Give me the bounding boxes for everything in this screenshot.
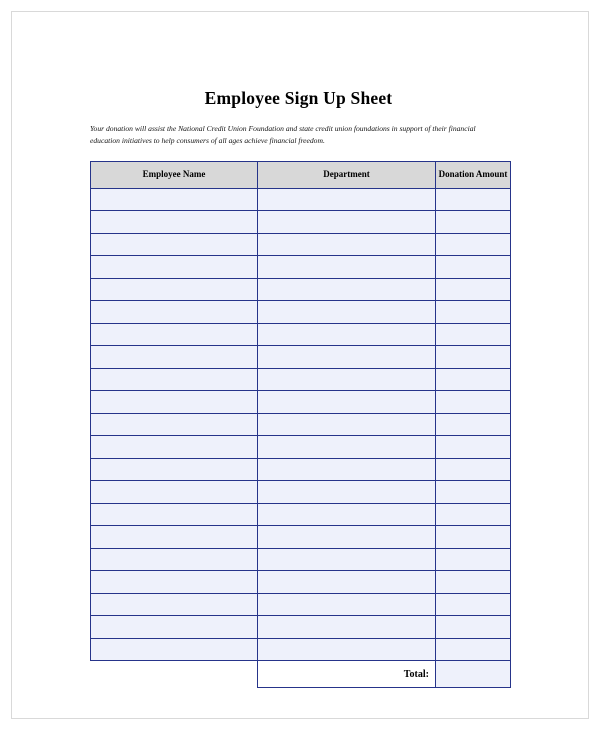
table-row (91, 346, 511, 369)
cell-employee-name[interactable] (91, 391, 258, 414)
cell-employee-name[interactable] (91, 368, 258, 391)
table-row (91, 593, 511, 616)
cell-donation-amount[interactable] (436, 638, 511, 661)
cell-employee-name[interactable] (91, 638, 258, 661)
table-row (91, 323, 511, 346)
cell-donation-amount[interactable] (436, 548, 511, 571)
cell-employee-name[interactable] (91, 301, 258, 324)
sign-up-table (90, 161, 511, 689)
table-row (91, 638, 511, 661)
cell-employee-name[interactable] (91, 436, 258, 459)
table-row (91, 481, 511, 504)
cell-employee-name[interactable] (91, 571, 258, 594)
table-row (91, 301, 511, 324)
cell-department[interactable] (258, 638, 436, 661)
cell-department[interactable] (258, 278, 436, 301)
table-row (91, 571, 511, 594)
cell-donation-amount[interactable] (436, 368, 511, 391)
column-header-donation-amount: Donation Amount (436, 161, 511, 188)
table-row (91, 391, 511, 414)
table-row (91, 548, 511, 571)
cell-donation-amount[interactable] (436, 278, 511, 301)
cell-department[interactable] (258, 503, 436, 526)
table-row (91, 368, 511, 391)
cell-department[interactable] (258, 211, 436, 234)
table-row (91, 413, 511, 436)
table-row (91, 278, 511, 301)
total-value-cell[interactable] (436, 661, 511, 688)
cell-department[interactable] (258, 413, 436, 436)
cell-department[interactable] (258, 458, 436, 481)
cell-department[interactable] (258, 301, 436, 324)
cell-department[interactable] (258, 233, 436, 256)
cell-donation-amount[interactable] (436, 211, 511, 234)
header-row (91, 161, 511, 188)
cell-department[interactable] (258, 548, 436, 571)
table-row (91, 458, 511, 481)
cell-employee-name[interactable] (91, 593, 258, 616)
cell-employee-name[interactable] (91, 188, 258, 211)
cell-donation-amount[interactable] (436, 458, 511, 481)
cell-employee-name[interactable] (91, 278, 258, 301)
cell-department[interactable] (258, 481, 436, 504)
table-row (91, 616, 511, 639)
document-content (90, 88, 507, 688)
total-label: Total: (258, 661, 436, 688)
cell-employee-name[interactable] (91, 458, 258, 481)
cell-employee-name[interactable] (91, 211, 258, 234)
intro-paragraph: Your donation will assist the National Credit Union Foundation and state credit union foundations in support of their financial education initiatives to help consumers of all ages achieve financial freedom. (90, 124, 476, 145)
table-header (91, 161, 511, 188)
cell-department[interactable] (258, 391, 436, 414)
cell-employee-name[interactable] (91, 616, 258, 639)
cell-donation-amount[interactable] (436, 188, 511, 211)
cell-employee-name[interactable] (91, 503, 258, 526)
table-row (91, 233, 511, 256)
total-row (91, 661, 511, 688)
cell-donation-amount[interactable] (436, 593, 511, 616)
cell-employee-name[interactable] (91, 548, 258, 571)
cell-donation-amount[interactable] (436, 256, 511, 279)
cell-employee-name[interactable] (91, 256, 258, 279)
cell-department[interactable] (258, 188, 436, 211)
cell-donation-amount[interactable] (436, 571, 511, 594)
table-body (91, 188, 511, 661)
cell-department[interactable] (258, 368, 436, 391)
page-title: Employee Sign Up Sheet (204, 88, 393, 108)
cell-department[interactable] (258, 571, 436, 594)
cell-donation-amount[interactable] (436, 301, 511, 324)
table-row (91, 188, 511, 211)
cell-donation-amount[interactable] (436, 413, 511, 436)
cell-department[interactable] (258, 593, 436, 616)
table-row (91, 436, 511, 459)
column-header-employee-name: Employee Name (91, 161, 258, 188)
cell-donation-amount[interactable] (436, 323, 511, 346)
total-spacer-cell (91, 661, 258, 688)
cell-donation-amount[interactable] (436, 391, 511, 414)
cell-donation-amount[interactable] (436, 526, 511, 549)
cell-employee-name[interactable] (91, 233, 258, 256)
cell-department[interactable] (258, 323, 436, 346)
cell-department[interactable] (258, 526, 436, 549)
cell-donation-amount[interactable] (436, 436, 511, 459)
cell-employee-name[interactable] (91, 346, 258, 369)
cell-department[interactable] (258, 256, 436, 279)
cell-department[interactable] (258, 616, 436, 639)
cell-donation-amount[interactable] (436, 346, 511, 369)
cell-department[interactable] (258, 346, 436, 369)
column-header-department: Department (258, 161, 436, 188)
cell-employee-name[interactable] (91, 323, 258, 346)
table-footer (91, 661, 511, 688)
table-row (91, 503, 511, 526)
cell-donation-amount[interactable] (436, 233, 511, 256)
cell-donation-amount[interactable] (436, 503, 511, 526)
table-row (91, 256, 511, 279)
cell-donation-amount[interactable] (436, 616, 511, 639)
cell-employee-name[interactable] (91, 481, 258, 504)
cell-department[interactable] (258, 436, 436, 459)
table-row (91, 526, 511, 549)
table-row (91, 211, 511, 234)
cell-donation-amount[interactable] (436, 481, 511, 504)
cell-employee-name[interactable] (91, 526, 258, 549)
cell-employee-name[interactable] (91, 413, 258, 436)
